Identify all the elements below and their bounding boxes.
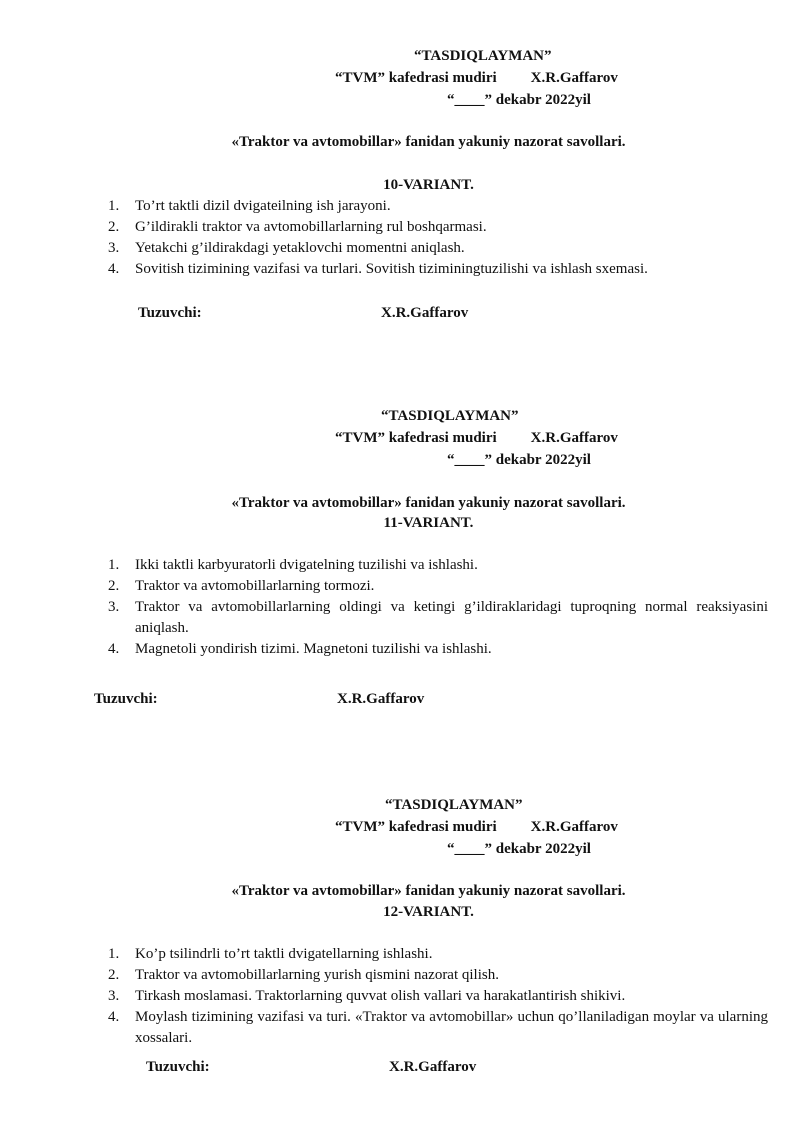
approval-date: “____” dekabr 2022yil (447, 841, 591, 857)
department-head-title: “TVM” kafedrasi mudiri (335, 819, 497, 835)
approval-heading: “TASDIQLAYMAN” (385, 797, 523, 813)
department-head-name: X.R.Gaffarov (530, 819, 618, 835)
department-head-name: X.R.Gaffarov (530, 70, 618, 86)
department-head-title: “TVM” kafedrasi mudiri (335, 70, 497, 86)
subject-title: «Traktor va avtomobillar» fanidan yakuniy nazorat savollari. (231, 134, 626, 150)
question-item: 4. Sovitish tizimining vazifasi va turlari. Sovitish tiziminingtuzilishi va ishlash sxemasi. (108, 261, 648, 277)
approval-dept-line (335, 818, 618, 836)
question-item: 3. Traktor va avtomobillarlarning oldingi va ketingi g’ildiraklaridagi tuproqning normal reaksiyasini aniqlash. (108, 599, 768, 636)
question-item: 4. Moylash tizimining vazifasi va turi. «Traktor va avtomobillar» uchun qo’llaniladigan moylar va ularning xossalari. (108, 1009, 768, 1046)
compiler-name: X.R.Gaffarov (389, 1059, 477, 1075)
subject-title: «Traktor va avtomobillar» fanidan yakuniy nazorat savollari. (231, 495, 626, 511)
subject-title: «Traktor va avtomobillar» fanidan yakuniy nazorat savollari. (231, 883, 626, 899)
question-list (108, 555, 768, 660)
compiler-name: X.R.Gaffarov (337, 691, 425, 707)
question-item: 4. Magnetoli yondirish tizimi. Magnetoni tuzilishi va ishlashi. (108, 641, 492, 657)
compiler-label: Tuzuvchi: (146, 1059, 210, 1075)
variant-title: 12-VARIANT. (383, 904, 474, 920)
approval-heading: “TASDIQLAYMAN” (414, 48, 552, 64)
approval-date: “____” dekabr 2022yil (447, 92, 591, 108)
compiler-label: Tuzuvchi: (94, 691, 158, 707)
compiler-name: X.R.Gaffarov (381, 305, 469, 321)
question-item: 1. Ko’p tsilindrli to’rt taktli dvigatellarning ishlashi. (108, 946, 433, 962)
question-item: 2. Traktor va avtomobillarlarning tormozi. (108, 578, 375, 594)
approval-date: “____” dekabr 2022yil (447, 452, 591, 468)
question-item: 2. Traktor va avtomobillarlarning yurish qismini nazorat qilish. (108, 967, 499, 983)
question-item: 1. To’rt taktli dizil dvigateilning ish jarayoni. (108, 198, 391, 214)
approval-dept-line (335, 429, 618, 447)
approval-heading: “TASDIQLAYMAN” (381, 408, 519, 424)
variant-title: 10-VARIANT. (383, 177, 474, 193)
department-head-name: X.R.Gaffarov (530, 430, 618, 446)
question-item: 2. G’ildirakli traktor va avtomobillarlarning rul boshqarmasi. (108, 219, 487, 235)
question-list (108, 944, 768, 1049)
compiler-label: Tuzuvchi: (138, 305, 202, 321)
variant-title: 11-VARIANT. (383, 515, 474, 531)
question-item: 3. Tirkash moslamasi. Traktorlarning quvvat olish vallari va harakatlantirish shikivi. (108, 988, 626, 1004)
question-item: 3. Yetakchi g’ildirakdagi yetaklovchi momentni aniqlash. (108, 240, 465, 256)
question-item: 1. Ikki taktli karbyuratorli dvigatelning tuzilishi va ishlashi. (108, 557, 478, 573)
department-head-title: “TVM” kafedrasi mudiri (335, 430, 497, 446)
